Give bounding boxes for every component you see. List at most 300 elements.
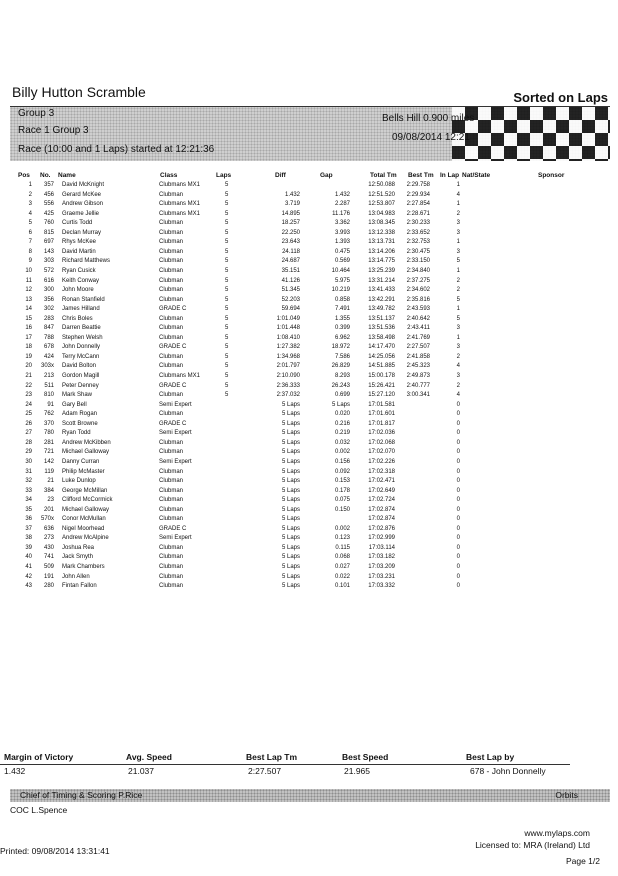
cell-no: 760 <box>43 220 54 227</box>
table-row <box>0 516 618 526</box>
cell-no: 456 <box>43 191 54 198</box>
cell-diff: 24.687 <box>281 258 300 265</box>
table-row <box>0 440 618 450</box>
cell-inlap: 2 <box>456 277 460 284</box>
cell-inlap: 0 <box>456 525 460 532</box>
cell-pos: 4 <box>28 210 32 217</box>
col-diff: Diff <box>275 172 286 179</box>
cell-pos: 14 <box>25 306 32 313</box>
cell-name: Peter Denney <box>62 382 99 389</box>
cell-total: 13:42.291 <box>368 296 395 303</box>
table-row <box>0 249 618 259</box>
cell-diff: 5 Laps <box>281 544 300 551</box>
cell-no: 119 <box>44 468 54 475</box>
cell-pos: 22 <box>25 382 32 389</box>
cell-gap: 2.287 <box>334 201 350 208</box>
cell-pos: 35 <box>25 506 32 513</box>
col-laps: Laps <box>216 172 232 179</box>
table-row <box>0 211 618 221</box>
table-row <box>0 574 618 584</box>
cell-class: Clubman <box>159 506 184 513</box>
cell-no: 142 <box>43 458 54 465</box>
cell-inlap: 5 <box>456 315 460 322</box>
cell-class: Clubman <box>159 487 184 494</box>
table-row <box>0 564 618 574</box>
cell-no: 201 <box>43 506 54 513</box>
cell-class: Clubman <box>159 267 184 274</box>
cell-class: Clubman <box>159 573 184 580</box>
cell-pos: 41 <box>25 564 32 570</box>
cell-diff: 5 Laps <box>281 430 300 437</box>
cell-diff: 5 Laps <box>281 420 300 427</box>
cell-class: Clubman <box>159 287 184 294</box>
race-label: Race 1 Group 3 <box>18 125 89 136</box>
table-row <box>0 402 618 412</box>
cell-laps: 5 <box>225 287 229 294</box>
cell-class: Semi Expert <box>159 430 192 437</box>
cell-pos: 31 <box>25 468 32 475</box>
cell-pos: 10 <box>25 267 32 274</box>
cell-laps: 5 <box>225 392 229 399</box>
col-best: Best Tm <box>408 172 434 179</box>
table-row <box>0 507 618 517</box>
cell-total: 17:02.226 <box>368 458 395 465</box>
cell-gap: 26.243 <box>331 382 350 389</box>
cell-inlap: 5 <box>456 258 460 265</box>
cell-diff: 5 Laps <box>281 497 300 504</box>
cell-class: Clubman <box>159 478 184 485</box>
cell-best: 2:40.642 <box>406 315 430 322</box>
cell-laps: 5 <box>225 239 229 246</box>
cell-no: 741 <box>43 554 54 561</box>
cell-total: 15:26.421 <box>368 382 395 389</box>
cell-gap: 0.002 <box>334 449 350 456</box>
cell-name: Rhys McKee <box>62 239 97 246</box>
cell-pos: 19 <box>25 353 32 360</box>
cell-total: 17:01.601 <box>368 411 395 418</box>
cell-laps: 5 <box>225 248 229 255</box>
cell-no: 511 <box>44 382 54 389</box>
cell-inlap: 0 <box>456 564 460 570</box>
cell-class: Clubman <box>159 277 184 284</box>
cell-gap: 0.219 <box>334 430 350 437</box>
cell-name: Joshua Rea <box>62 544 95 551</box>
cell-gap: 1.432 <box>334 191 350 198</box>
cell-name: George McMillan <box>62 487 108 494</box>
cell-no: 91 <box>47 401 54 408</box>
cell-inlap: 3 <box>456 373 460 379</box>
race-start-label: Race (10:00 and 1 Laps) started at 12:21:36 <box>18 144 215 155</box>
cell-pos: 28 <box>25 439 32 446</box>
cell-pos: 38 <box>25 535 32 542</box>
cell-pos: 18 <box>25 344 32 351</box>
cell-class: GRADE C <box>159 344 187 351</box>
cell-best: 2:34.602 <box>406 287 430 294</box>
col-inlap: In Lap <box>440 172 460 179</box>
cell-no: 430 <box>43 544 54 551</box>
cell-total: 13:51.536 <box>368 325 395 332</box>
cell-no: 424 <box>43 353 54 360</box>
cell-pos: 13 <box>25 296 32 303</box>
cell-diff: 51.345 <box>281 287 300 294</box>
cell-pos: 16 <box>25 325 32 332</box>
cell-total: 14:17.470 <box>368 344 395 351</box>
cell-name: Luke Dunlop <box>62 478 96 485</box>
table-row <box>0 383 618 393</box>
cell-gap: 0.150 <box>334 506 350 513</box>
cell-diff: 2:36.333 <box>276 382 300 389</box>
cell-class: Clubman <box>159 334 184 341</box>
cell-gap: 0.699 <box>334 392 350 399</box>
cell-best: 2:33.150 <box>406 258 430 265</box>
cell-laps: 5 <box>225 353 229 360</box>
table-row <box>0 220 618 230</box>
cell-gap: 8.293 <box>334 373 350 379</box>
col-total: Total Tm <box>370 172 397 179</box>
avg-speed-value: 21.037 <box>128 766 154 776</box>
cell-inlap: 0 <box>456 430 460 437</box>
cell-total: 12:51.520 <box>368 191 395 198</box>
cell-inlap: 0 <box>456 506 460 513</box>
cell-pos: 8 <box>28 248 32 255</box>
cell-total: 13:14.775 <box>368 258 395 265</box>
cell-total: 17:02.874 <box>368 506 395 513</box>
cell-total: 17:01.581 <box>368 401 395 408</box>
cell-no: 143 <box>43 248 54 255</box>
cell-diff: 23.643 <box>281 239 300 246</box>
cell-no: 788 <box>43 334 54 341</box>
cell-diff: 1:27.382 <box>276 344 300 351</box>
cell-total: 13:49.782 <box>368 306 395 313</box>
cell-no: 273 <box>43 535 54 542</box>
cell-no: 370 <box>43 420 54 427</box>
cell-gap: 1.393 <box>334 239 350 246</box>
cell-name: Andrew Gibson <box>62 201 104 208</box>
cell-class: GRADE C <box>159 420 187 427</box>
cell-total: 17:02.876 <box>368 525 395 532</box>
cell-best: 2:45.323 <box>406 363 430 370</box>
cell-class: Clubman <box>159 583 184 590</box>
cell-best: 2:33.652 <box>406 229 430 236</box>
printed-timestamp: Printed: 09/08/2014 13:31:41 <box>0 846 110 856</box>
cell-inlap: 0 <box>456 449 460 456</box>
cell-gap: 0.178 <box>334 487 350 494</box>
cell-inlap: 2 <box>456 287 460 294</box>
cell-name: John Moore <box>62 287 94 294</box>
cell-name: John Donnelly <box>62 344 101 351</box>
table-row <box>0 344 618 354</box>
cell-best: 2:35.816 <box>406 296 430 303</box>
table-row <box>0 325 618 335</box>
cell-inlap: 0 <box>456 478 460 485</box>
cell-gap: 0.399 <box>334 325 350 332</box>
cell-diff: 1:08.410 <box>276 334 300 341</box>
cell-name: Graeme Jellie <box>62 210 100 217</box>
cell-name: Declan Murray <box>62 229 102 236</box>
table-row <box>0 335 618 345</box>
cell-total: 17:03.332 <box>368 583 395 590</box>
cell-name: Andrew McKibben <box>62 439 111 446</box>
cell-best: 2:30.475 <box>406 248 430 255</box>
cell-best: 2:49.873 <box>406 373 430 379</box>
cell-name: Andrew McAlpine <box>62 535 109 542</box>
table-row <box>0 278 618 288</box>
cell-gap: 0.216 <box>334 420 350 427</box>
cell-inlap: 1 <box>456 334 460 341</box>
table-row <box>0 239 618 249</box>
cell-inlap: 3 <box>456 325 460 332</box>
cell-laps: 5 <box>225 382 229 389</box>
cell-total: 17:02.471 <box>368 478 395 485</box>
cell-no: 303x <box>40 363 54 370</box>
cell-no: 280 <box>43 583 54 590</box>
cell-total: 14:51.885 <box>368 363 395 370</box>
best-lap-by-label: Best Lap by <box>466 752 515 762</box>
cell-no: 300 <box>43 287 54 294</box>
cell-name: Nigel Moorhead <box>62 525 105 532</box>
checkered-flag <box>452 107 610 161</box>
table-row <box>0 478 618 488</box>
cell-name: Scott Browne <box>62 420 98 427</box>
cell-gap: 3.362 <box>334 220 350 227</box>
page-number: Page 1/2 <box>565 856 600 866</box>
cell-laps: 5 <box>225 182 229 188</box>
cell-best: 2:41.858 <box>406 353 430 360</box>
chief-timing: Chief of Timing & Scoring P.Rice <box>20 790 143 800</box>
cell-no: 356 <box>43 296 54 303</box>
cell-inlap: 0 <box>456 420 460 427</box>
cell-class: Clubman <box>159 392 184 399</box>
cell-diff: 5 Laps <box>281 535 300 542</box>
cell-inlap: 4 <box>456 363 460 370</box>
cell-name: David Martin <box>62 248 96 255</box>
cell-class: Clubman <box>159 449 184 456</box>
cell-gap: 0.153 <box>334 478 350 485</box>
cell-name: Gary Bell <box>62 401 87 408</box>
cell-total: 13:08.345 <box>368 220 395 227</box>
cell-no: 815 <box>43 229 54 236</box>
cell-gap: 11.176 <box>332 210 350 217</box>
cell-pos: 6 <box>28 229 32 236</box>
table-row <box>0 583 618 593</box>
cell-laps: 5 <box>225 201 229 208</box>
cell-best: 2:28.671 <box>406 210 430 217</box>
cell-pos: 9 <box>28 258 32 265</box>
cell-total: 12:50.088 <box>368 182 395 188</box>
cell-class: Clubman <box>159 564 184 570</box>
cell-best: 2:29.934 <box>406 191 430 198</box>
cell-class: Clubman <box>159 315 184 322</box>
cell-no: 23 <box>47 497 54 504</box>
table-row <box>0 411 618 421</box>
cell-gap: 0.115 <box>335 544 350 551</box>
cell-inlap: 0 <box>456 516 460 523</box>
cell-gap: 0.156 <box>334 458 350 465</box>
cell-name: David McKnight <box>62 182 105 188</box>
cell-gap: 0.022 <box>334 573 350 580</box>
table-row <box>0 192 618 202</box>
cell-laps: 5 <box>225 344 229 351</box>
cell-total: 13:41.433 <box>368 287 395 294</box>
cell-laps: 5 <box>225 220 229 227</box>
cell-inlap: 3 <box>456 248 460 255</box>
cell-no: 572 <box>43 267 54 274</box>
cell-inlap: 0 <box>456 535 460 542</box>
table-row <box>0 430 618 440</box>
cell-inlap: 3 <box>456 229 460 236</box>
cell-pos: 27 <box>25 430 32 437</box>
cell-name: Adam Rogan <box>62 411 98 418</box>
cell-best: 2:27.507 <box>406 344 430 351</box>
cell-class: Clubman <box>159 439 184 446</box>
table-row <box>0 297 618 307</box>
cell-no: 425 <box>43 210 54 217</box>
cell-total: 12:53.807 <box>368 201 395 208</box>
cell-best: 2:43.593 <box>406 306 430 313</box>
cell-diff: 3.719 <box>284 201 300 208</box>
cell-gap: 0.002 <box>334 525 350 532</box>
cell-pos: 34 <box>25 497 32 504</box>
track-label: Bells Hill 0.900 miles <box>382 113 475 124</box>
cell-class: Clubman <box>159 468 184 475</box>
cell-pos: 24 <box>25 401 32 408</box>
cell-pos: 3 <box>28 201 32 208</box>
cell-name: Fintan Fallon <box>62 583 97 590</box>
cell-diff: 22.250 <box>281 229 300 236</box>
cell-best: 2:27.854 <box>406 201 430 208</box>
cell-total: 17:03.182 <box>368 554 395 561</box>
cell-no: 191 <box>43 573 54 580</box>
cell-name: Clifford McCormick <box>62 497 113 504</box>
cell-diff: 2:01.797 <box>276 363 300 370</box>
cell-inlap: 1 <box>456 267 460 274</box>
cell-inlap: 4 <box>456 392 460 399</box>
cell-pos: 42 <box>25 573 32 580</box>
cell-gap: 7.586 <box>334 353 350 360</box>
table-row <box>0 230 618 240</box>
cell-diff: 2:37.032 <box>276 392 300 399</box>
cell-name: Mark Chambers <box>62 564 105 570</box>
cell-no: 762 <box>43 411 54 418</box>
cell-no: 384 <box>43 487 54 494</box>
cell-class: Clubman <box>159 248 184 255</box>
cell-name: Stephen Welsh <box>62 334 103 341</box>
cell-name: Gordon Magill <box>62 373 100 379</box>
cell-diff: 5 Laps <box>281 401 300 408</box>
cell-no: 213 <box>43 373 54 379</box>
cell-name: Ryan Cusick <box>62 267 96 274</box>
cell-class: Clubman <box>159 353 184 360</box>
cell-diff: 18.257 <box>281 220 300 227</box>
cell-total: 13:31.214 <box>368 277 395 284</box>
cell-class: Clubmans MX1 <box>159 182 201 188</box>
cell-diff: 1:01.448 <box>276 325 300 332</box>
cell-diff: 24.118 <box>282 248 300 255</box>
cell-name: Ryan Todd <box>62 430 91 437</box>
cell-gap: 0.020 <box>334 411 350 418</box>
cell-no: 509 <box>43 564 54 570</box>
cell-class: Clubman <box>159 239 184 246</box>
cell-pos: 21 <box>25 373 32 379</box>
cell-gap: 5.975 <box>334 277 350 284</box>
cell-laps: 5 <box>225 191 229 198</box>
table-row <box>0 421 618 431</box>
cell-pos: 25 <box>25 411 32 418</box>
cell-name: Jack Smyth <box>62 554 94 561</box>
cell-diff: 5 Laps <box>281 468 300 475</box>
cell-no: 303 <box>43 258 54 265</box>
cell-diff: 5 Laps <box>281 458 300 465</box>
cell-laps: 5 <box>225 315 229 322</box>
coc-label: COC L.Spence <box>10 805 68 815</box>
cell-total: 15:00.178 <box>368 373 395 379</box>
cell-diff: 1:01.049 <box>276 315 300 322</box>
cell-no: 678 <box>43 344 54 351</box>
cell-best: 2:40.777 <box>406 382 430 389</box>
cell-best: 2:37.275 <box>406 277 430 284</box>
cell-inlap: 1 <box>456 306 460 313</box>
cell-class: Clubman <box>159 411 184 418</box>
cell-inlap: 1 <box>456 182 460 188</box>
cell-pos: 12 <box>25 287 32 294</box>
cell-pos: 32 <box>25 478 32 485</box>
cell-diff: 2:10.090 <box>276 373 300 379</box>
cell-inlap: 0 <box>456 554 460 561</box>
cell-laps: 5 <box>225 267 229 274</box>
cell-name: Curtis Todd <box>62 220 93 227</box>
table-row <box>0 469 618 479</box>
cell-pos: 37 <box>25 525 32 532</box>
licensed-to: Licensed to: MRA (Ireland) Ltd <box>475 840 590 850</box>
cell-pos: 7 <box>28 239 32 246</box>
cell-total: 17:03.209 <box>368 564 395 570</box>
cell-no: 283 <box>43 315 54 322</box>
cell-class: GRADE C <box>159 382 187 389</box>
cell-gap: 18.972 <box>331 344 350 351</box>
cell-no: 616 <box>43 277 54 284</box>
cell-name: Keith Conway <box>62 277 100 284</box>
cell-diff: 5 Laps <box>281 449 300 456</box>
cell-name: Michael Galloway <box>62 449 110 456</box>
cell-total: 13:13.731 <box>368 239 395 246</box>
cell-class: Semi Expert <box>159 535 192 542</box>
cell-total: 17:02.874 <box>368 516 395 523</box>
best-lap-label: Best Lap Tm <box>246 752 298 762</box>
cell-total: 17:02.068 <box>368 439 395 446</box>
cell-pos: 15 <box>25 315 32 322</box>
cell-diff: 5 Laps <box>281 411 300 418</box>
cell-diff: 59.694 <box>281 306 300 313</box>
table-row <box>0 363 618 373</box>
cell-diff: 5 Laps <box>281 573 300 580</box>
cell-class: Clubman <box>159 258 184 265</box>
table-row <box>0 535 618 545</box>
col-gap: Gap <box>320 172 333 179</box>
cell-best: 2:29.758 <box>406 182 430 188</box>
cell-best: 3:00.341 <box>406 392 430 399</box>
cell-total: 14:25.056 <box>368 353 395 360</box>
cell-laps: 5 <box>225 229 229 236</box>
cell-diff: 5 Laps <box>281 439 300 446</box>
cell-class: Clubman <box>159 191 184 198</box>
cell-inlap: 0 <box>456 458 460 465</box>
cell-laps: 5 <box>225 306 229 313</box>
col-name: Name <box>58 172 76 179</box>
cell-class: Clubman <box>159 363 184 370</box>
cell-gap: 7.491 <box>334 306 350 313</box>
table-row <box>0 182 618 192</box>
cell-no: 302 <box>43 306 54 313</box>
